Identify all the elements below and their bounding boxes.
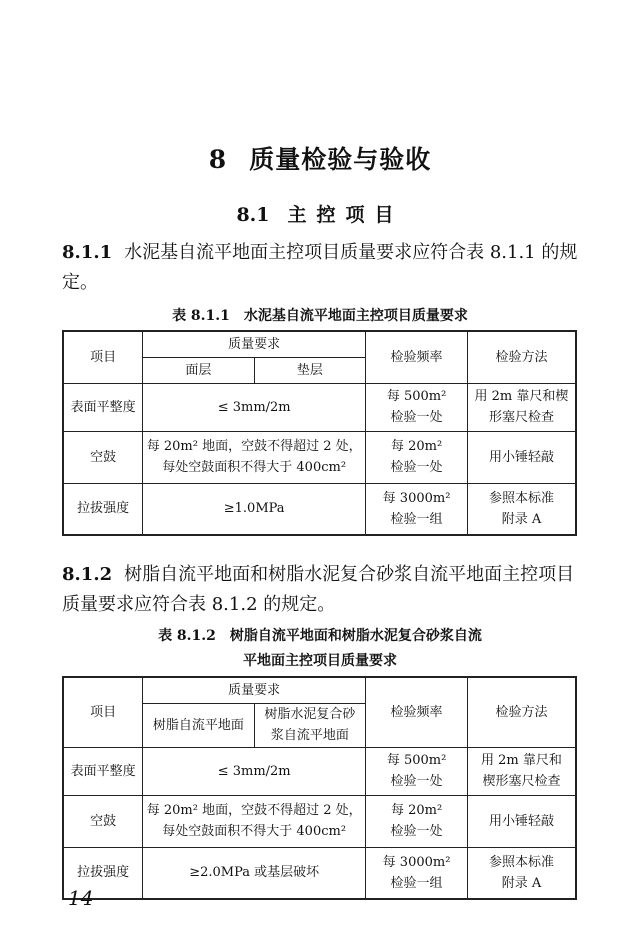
clause-number: 8.1.2 (62, 564, 113, 585)
section-heading (0, 200, 640, 227)
table-row (63, 483, 576, 535)
table-row (63, 747, 576, 795)
header-method: 检验方法 (467, 677, 576, 747)
table-caption (0, 305, 640, 325)
chapter-heading (0, 140, 640, 176)
section-number: 8.1 (236, 204, 270, 226)
header-frequency: 检验频率 (366, 677, 468, 747)
header-item: 项目 (63, 677, 143, 747)
cell-item: 拉拔强度 (63, 483, 143, 535)
section-title: 主控项目 (287, 204, 404, 226)
header-sub1: 面层 (143, 357, 255, 383)
cell-item: 空鼓 (63, 795, 143, 847)
table-caption-title: 水泥基自流平地面主控项目质量要求 (243, 308, 468, 324)
cell-method: 参照本标准 附录 A (467, 483, 576, 535)
header-sub2: 树脂水泥复合砂 浆自流平地面 (254, 703, 366, 747)
header-quality: 质量要求 (143, 331, 366, 357)
cell-method: 参照本标准 附录 A (467, 847, 576, 899)
page-number: 14 (68, 886, 94, 910)
table-header-row (63, 331, 576, 357)
cell-frequency: 每 3000m² 检验一组 (366, 847, 468, 899)
table-row (63, 847, 576, 899)
cell-requirement: ≤ 3mm/2m (143, 383, 366, 431)
cell-requirement: ≤ 3mm/2m (143, 747, 366, 795)
clause-number: 8.1.1 (62, 242, 113, 263)
table-caption-line2: 平地面主控项目质量要求 (243, 653, 397, 669)
cell-item: 空鼓 (63, 431, 143, 483)
clause-text: 水泥基自流平地面主控项目质量要求应符合表 8.1.1 的规定。 (62, 242, 578, 293)
cell-item: 表面平整度 (63, 747, 143, 795)
table-caption-number: 表 8.1.2 (158, 628, 216, 644)
cell-method: 用小锤轻敲 (467, 431, 576, 483)
cell-frequency: 每 20m² 检验一处 (366, 795, 468, 847)
cell-item: 拉拔强度 (63, 847, 143, 899)
cell-requirement: ≥1.0MPa (143, 483, 366, 535)
table-row (63, 431, 576, 483)
table-caption-number: 表 8.1.1 (172, 308, 230, 324)
table-row (63, 795, 576, 847)
cell-method: 用 2m 靠尺和楔 形塞尺检查 (467, 383, 576, 431)
header-quality: 质量要求 (143, 677, 366, 703)
table-caption-title: 树脂自流平地面和树脂水泥复合砂浆自流 (229, 628, 482, 644)
table-header-row (63, 677, 576, 703)
cell-frequency: 每 20m² 检验一处 (366, 431, 468, 483)
clause-8-1-1 (62, 238, 582, 298)
header-sub1: 树脂自流平地面 (143, 703, 255, 747)
clause-text: 树脂自流平地面和树脂水泥复合砂浆自流平地面主控项目质量要求应符合表 8.1.2 的规定。 (62, 564, 575, 615)
header-item: 项目 (63, 331, 143, 383)
cell-frequency: 每 500m² 检验一处 (366, 747, 468, 795)
cell-method: 用 2m 靠尺和 楔形塞尺检查 (467, 747, 576, 795)
quality-table-8-1-2 (62, 676, 577, 900)
cell-requirement: ≥2.0MPa 或基层破坏 (143, 847, 366, 899)
cell-frequency: 每 3000m² 检验一组 (366, 483, 468, 535)
chapter-title: 质量检验与验收 (249, 145, 432, 174)
table-caption (0, 625, 640, 645)
cell-frequency: 每 500m² 检验一处 (366, 383, 468, 431)
header-frequency: 检验频率 (366, 331, 468, 383)
table-row (63, 383, 576, 431)
cell-requirement: 每 20m² 地面，空鼓不得超过 2 处， 每处空鼓面积不得大于 400cm² (143, 431, 366, 483)
quality-table-8-1-1 (62, 330, 577, 536)
header-method: 检验方法 (467, 331, 576, 383)
cell-requirement: 每 20m² 地面，空鼓不得超过 2 处， 每处空鼓面积不得大于 400cm² (143, 795, 366, 847)
clause-8-1-2 (62, 560, 582, 620)
cell-method: 用小锤轻敲 (467, 795, 576, 847)
cell-item: 表面平整度 (63, 383, 143, 431)
header-sub2: 垫层 (254, 357, 366, 383)
chapter-number: 8 (208, 145, 228, 174)
